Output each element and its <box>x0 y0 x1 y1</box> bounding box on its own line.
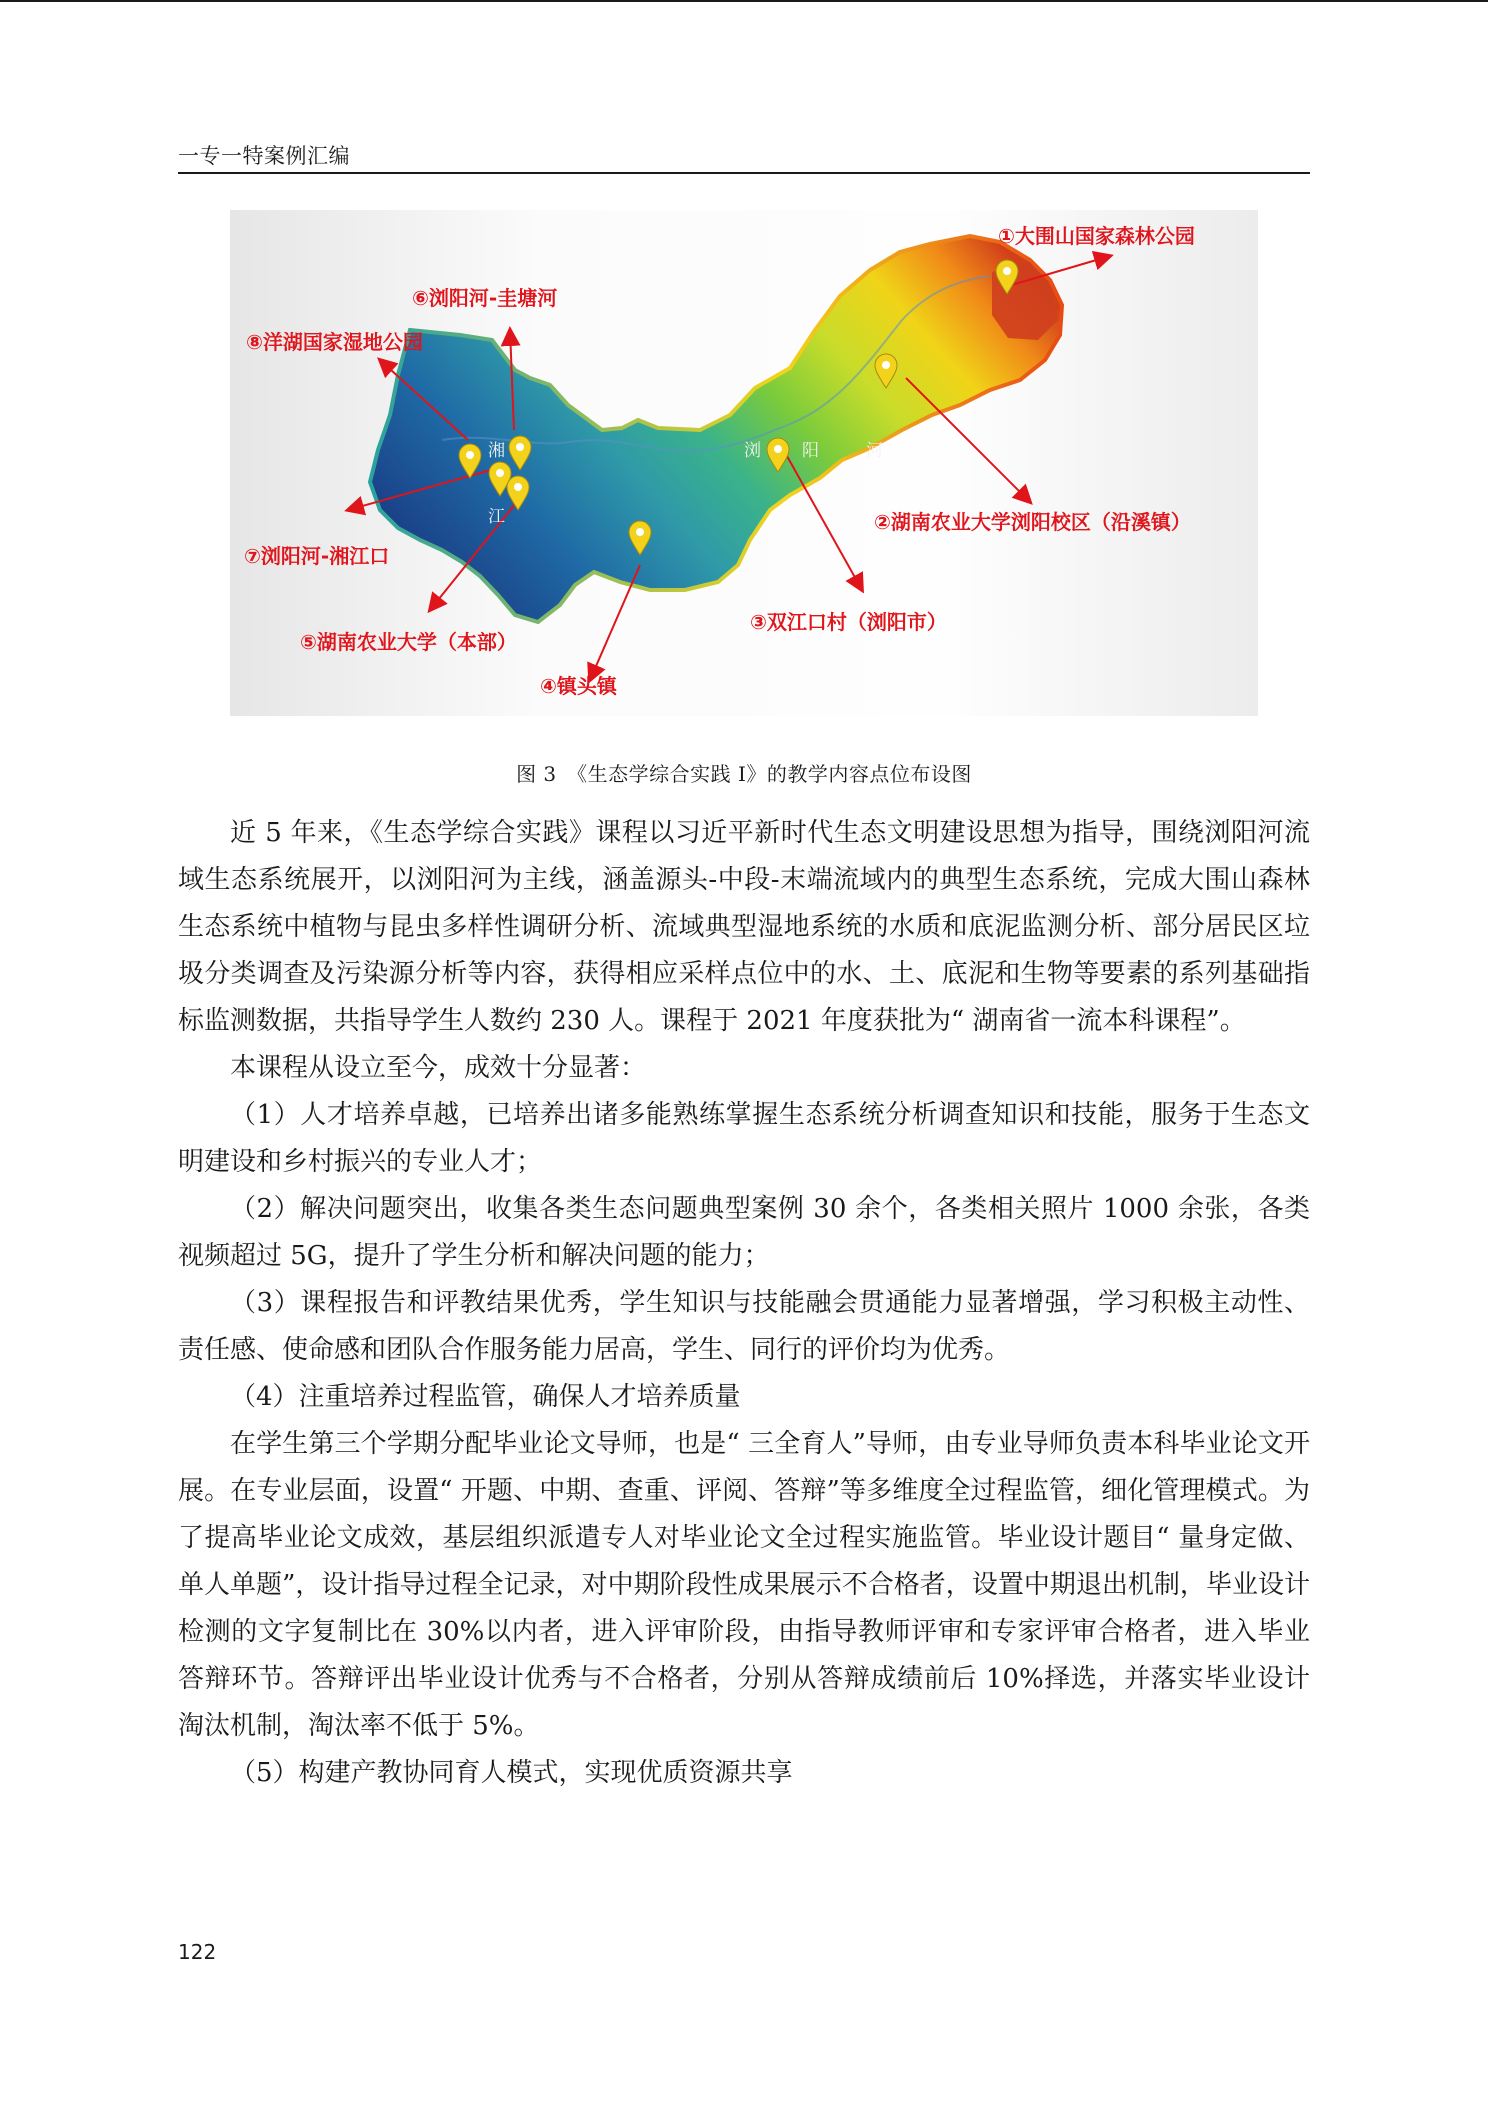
paragraph: 在学生第三个学期分配毕业论文导师，也是“ 三全育人”导师，由专业导师负责本科毕业论文开展。在专业层面，设置“ 开题、中期、查重、评阅、答辩”等多维度全过程监管，细化管理模式。为了提高毕业论文成效，基层组织派遣专人对毕业论文全过程实施监管。毕业设计题目“ 量身定做、单人单题”，设计指导过程全记录，对中期阶段性成果展示不合格者，设置中期退出机制，毕业设计检测的文字复制比在 30%以内者，进入评审阶段，由指导教师评审和专家评审合格者，进入毕业答辩环节。答辩评出毕业设计优秀与不合格者，分别从答辩成绩前后 10%择选，并落实毕业设计淘汰机制，淘汰率不低于 5%。 <box>178 1429 1310 1741</box>
paragraph: （1）人才培养卓越，已培养出诸多能熟练掌握生态系统分析调查知识和技能，服务于生态文明建设和乡村振兴的专业人才； <box>178 1100 1310 1177</box>
paragraph: （5）构建产教协同育人模式，实现优质资源共享 <box>230 1758 793 1788</box>
body-text <box>178 810 1310 1797</box>
river-label-liu: 浏 <box>744 441 761 461</box>
label-site-8: ⑧洋湖国家湿地公园 <box>246 330 423 354</box>
paragraph: （3）课程报告和评教结果优秀，学生知识与技能融会贯通能力显著增强，学习积极主动性、责任感、使命感和团队合作服务能力居高，学生、同行的评价均为优秀。 <box>178 1288 1310 1365</box>
label-site-4: ④镇头镇 <box>540 674 617 698</box>
river-label-yang: 阳 <box>802 441 819 461</box>
paragraph: （4）注重培养过程监管，确保人才培养质量 <box>230 1382 741 1412</box>
label-site-7: ⑦浏阳河-湘江口 <box>244 544 390 568</box>
paragraph: 近 5 年来，《生态学综合实践》课程以习近平新时代生态文明建设思想为指导，围绕浏阳河流域生态系统展开，以浏阳河为主线，涵盖源头-中段-末端流域内的典型生态系统，完成大围山森林生态系统中植物与昆虫多样性调研分析、流域典型湿地系统的水质和底泥监测分析、部分居民区垃圾分类调查及污染源分析等内容，获得相应采样点位中的水、土、底泥和生物等要素的系列基础指标监测数据，共指导学生人数约 230 人。课程于 2021 年度获批为“ 湖南省一流本科课程”。 <box>178 818 1310 1036</box>
running-header: 一专一特案例汇编 <box>178 144 350 168</box>
label-site-6: ⑥浏阳河-圭塘河 <box>412 286 558 310</box>
page-number: 122 <box>178 1940 217 1964</box>
label-site-2: ②湖南农业大学浏阳校区（沿溪镇） <box>874 510 1191 534</box>
label-site-1: ①大围山国家森林公园 <box>998 224 1195 248</box>
river-label-xiang: 湘 <box>488 441 505 461</box>
river-label-he: 河 <box>866 441 883 461</box>
paragraph: （2）解决问题突出，收集各类生态问题典型案例 30 余个，各类相关照片 1000 余张，各类视频超过 5G，提升了学生分析和解决问题的能力； <box>178 1194 1310 1271</box>
label-site-5: ⑤湖南农业大学（本部） <box>300 630 517 654</box>
top-border <box>0 0 1488 2</box>
header-rule <box>178 172 1310 174</box>
paragraph: 本课程从设立至今，成效十分显著： <box>230 1053 647 1083</box>
map-figure <box>230 210 1258 716</box>
river-label-jiang: 江 <box>488 507 505 527</box>
label-site-3: ③双江口村（浏阳市） <box>750 610 947 634</box>
figure-caption: 图 3 《生态学综合实践 I》的教学内容点位布设图 <box>516 762 972 786</box>
